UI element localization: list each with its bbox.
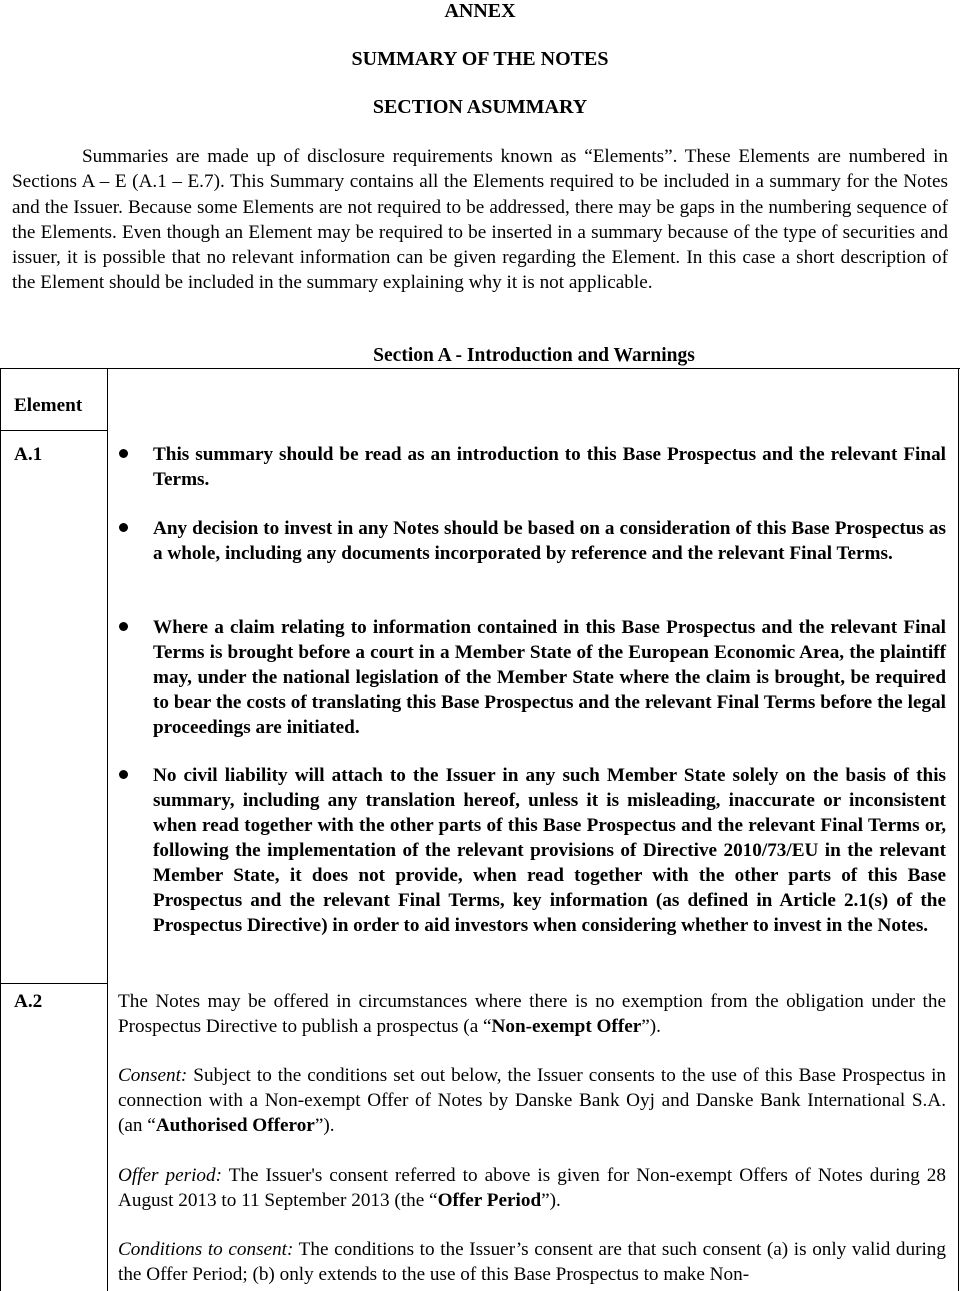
bullet-icon [119,449,128,458]
element-header-bottom-border [0,430,108,431]
a1-row-bottom-border [0,983,108,984]
a2-paragraph-conditions: Conditions to consent: The conditions to the Issuer’s consent are that such consent (a) is only valid during the Offer Period; (b) only extends to the use of this Base Prospectus to make Non- [118,1239,946,1285]
table-right-border [958,368,959,1291]
a1-bullet-1: This summary should be read as an introduction to this Base Prospectus and the relevant Final Terms. [153,444,946,490]
a2-paragraph-consent: Consent: Subject to the conditions set out below, the Issuer consents to the use of this Base Prospectus in connection with a Non-exempt Offer of Notes by Danske Bank Oyj and Danske Bank International S.A. (an “Authorised Offeror”). [118,1065,946,1136]
section-a-heading: Section A - Introduction and Warnings [373,345,695,366]
annex-heading: ANNEX [444,0,516,22]
a1-bullet-4: No civil liability will attach to the Issuer in any such Member State solely on the basis of this summary, including any translation hereof, unless it is misleading, inaccurate or inconsistent when read together with the other parts of this Base Prospectus and the relevant Final Terms or, following the implementation of the relevant provisions of Directive 2010/73/EU in the relevant Member State, it does not provide, when read together with the other parts of this Base Prospectus and the relevant Final Terms, key information (as defined in Article 2.1(s) of the Prospectus Directive) in order to aid investors when considering whether to invest in the Notes. [153,765,946,936]
a1-bullet-2: Any decision to invest in any Notes should be based on a consideration of this Base Prospectus as a whole, including any documents incorporated by reference and the relevant Final Terms. [153,518,946,564]
table-left-border [0,368,1,1291]
summary-title: SUMMARY OF THE NOTES [351,48,609,70]
element-a1-label: A.1 [14,444,43,465]
table-top-border [0,368,960,369]
element-column-header: Element [14,395,83,416]
a1-bullet-3: Where a claim relating to information contained in this Base Prospectus and the relevant Final Terms is brought before a court in a Member State of the European Economic Area, the plaintiff may, under the national legislation of the Member State where the claim is brought, be required to bear the costs of translating this Base Prospectus and the relevant Final Terms before the legal proceedings are initiated. [153,617,946,738]
a2-paragraph-offer: The Notes may be offered in circumstances where there is no exemption from the obligation under the Prospectus Directive to publish a prospectus (a “Non-exempt Offer”). [118,991,946,1037]
section-title: SECTION ASUMMARY [372,96,588,118]
bullet-icon [119,770,128,779]
a2-paragraph-offer-period: Offer period: The Issuer's consent referred to above is given for Non-exempt Offers of Notes during 28 August 2013 to 11 September 2013 (the “Offer Period”). [118,1165,946,1211]
bullet-icon [119,622,128,631]
bullet-icon [119,523,128,532]
intro-paragraph: Summaries are made up of disclosure requirements known as “Elements”. These Elements are numbered in Sections A – E (A.1 – E.7). This Summary contains all the Elements required to be included in a summary for the Notes and the Issuer. Because some Elements are not required to be addressed, there may be gaps in the numbering sequence of the Elements. Even though an Element may be required to be inserted in a summary because of the type of securities and issuer, it is possible that no relevant information can be given regarding the Element. In this case a short description of the Element should be included in the summary explaining why it is not applicable. [12,146,948,294]
table-column-divider [107,368,108,1291]
element-a2-label: A.2 [14,991,43,1012]
